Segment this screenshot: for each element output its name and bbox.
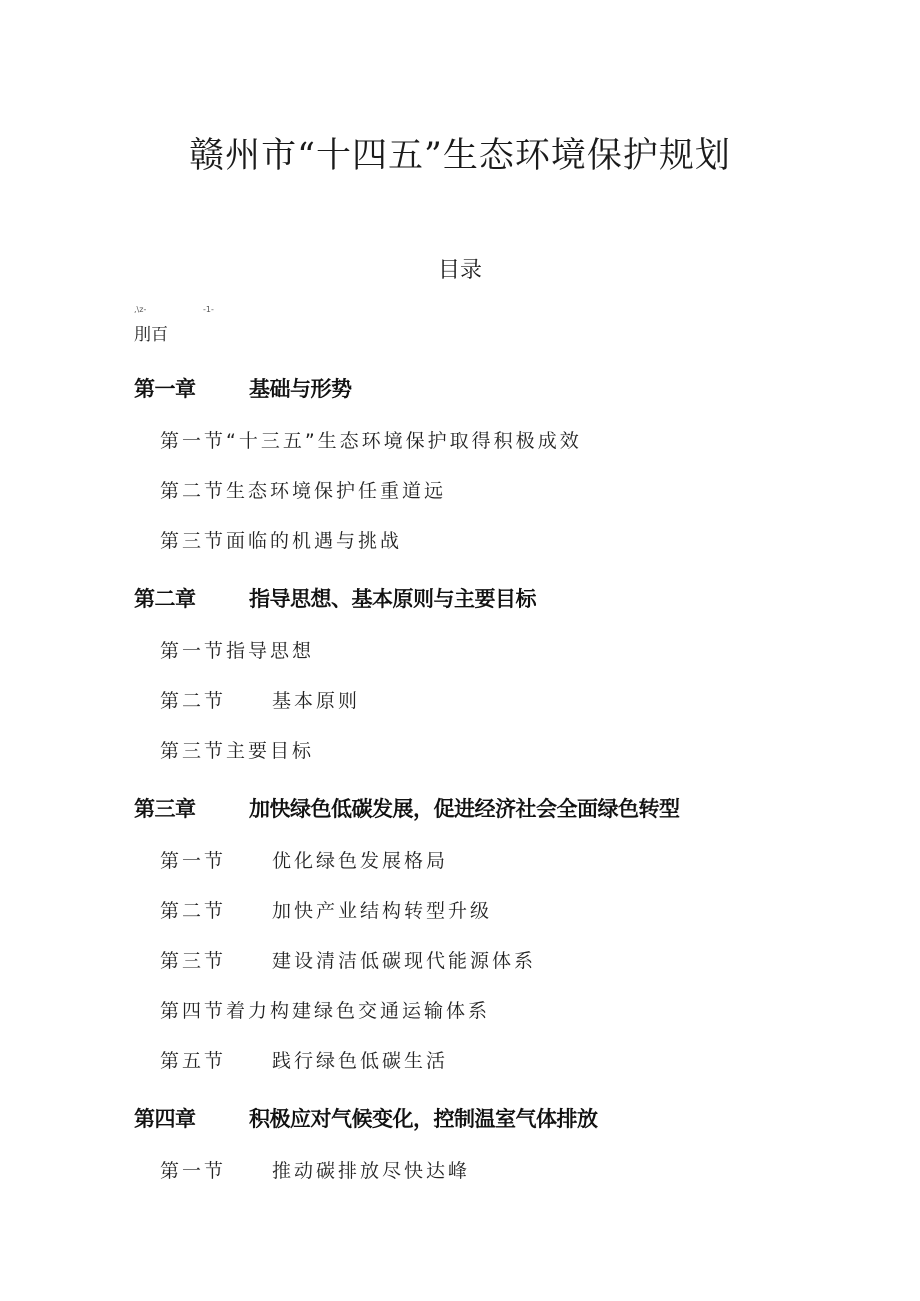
chapter-title: 基础与形势 [249, 377, 352, 401]
toc-section-3-2[interactable] [0, 896, 920, 924]
toc-chapter-1[interactable] [0, 373, 920, 401]
section-number: 第二节 [160, 690, 227, 712]
section-number: 第一节 [160, 1160, 227, 1182]
section-number: 第一节 [160, 850, 227, 872]
chapter-title: 指导思想、基本原则与主要目标 [249, 587, 536, 611]
toc-section-3-4[interactable] [0, 996, 920, 1024]
toc-section-3-3[interactable] [0, 946, 920, 974]
toc-section-1-1[interactable] [0, 426, 920, 454]
section-number: 第五节 [160, 1050, 227, 1072]
toc-section-3-5[interactable] [0, 1046, 920, 1074]
scan-artifact-left: ,\z- [134, 305, 147, 314]
scan-artifact-right: -1- [203, 305, 214, 314]
section-title: 基本原则 [272, 690, 361, 712]
section-text: 第一节“十三五”生态环境保护取得积极成效 [160, 430, 582, 452]
section-text: 第三节主要目标 [160, 740, 315, 762]
chapter-number: 第二章 [134, 587, 196, 611]
toc-section-2-2[interactable] [0, 686, 920, 714]
section-text: 第三节面临的机遇与挑战 [160, 530, 403, 552]
toc-section-1-3[interactable] [0, 526, 920, 554]
toc-heading: 目录 [437, 258, 482, 283]
toc-section-4-1[interactable] [0, 1156, 920, 1184]
toc-chapter-3[interactable] [0, 793, 920, 821]
section-text: 第二节生态环境保护任重道远 [160, 480, 447, 502]
section-number: 第三节 [160, 950, 227, 972]
toc-chapter-2[interactable] [0, 583, 920, 611]
chapter-title: 加快绿色低碳发展，促进经济社会全面绿色转型 [249, 797, 680, 821]
document-title: 赣州市“十四五”生态环境保护规划 [189, 136, 731, 176]
section-text: 第一节指导思想 [160, 640, 315, 662]
section-number: 第二节 [160, 900, 227, 922]
toc-section-2-1[interactable] [0, 636, 920, 664]
section-title: 推动碳排放尽快达峰 [272, 1160, 471, 1182]
chapter-title: 积极应对气候变化，控制温室气体排放 [249, 1107, 598, 1131]
section-title: 建设清洁低碳现代能源体系 [272, 950, 537, 972]
toc-section-3-1[interactable] [0, 846, 920, 874]
section-title: 加快产业结构转型升级 [272, 900, 493, 922]
section-title: 优化绿色发展格局 [272, 850, 449, 872]
section-title: 践行绿色低碳生活 [272, 1050, 449, 1072]
chapter-number: 第四章 [134, 1107, 196, 1131]
chapter-number: 第一章 [134, 377, 196, 401]
toc-section-1-2[interactable] [0, 476, 920, 504]
toc-section-2-3[interactable] [0, 736, 920, 764]
chapter-number: 第三章 [134, 797, 196, 821]
section-text: 第四节着力构建绿色交通运输体系 [160, 1000, 491, 1022]
toc-entry-preface[interactable]: 刖百 [134, 325, 168, 345]
toc-chapter-4[interactable] [0, 1103, 920, 1131]
